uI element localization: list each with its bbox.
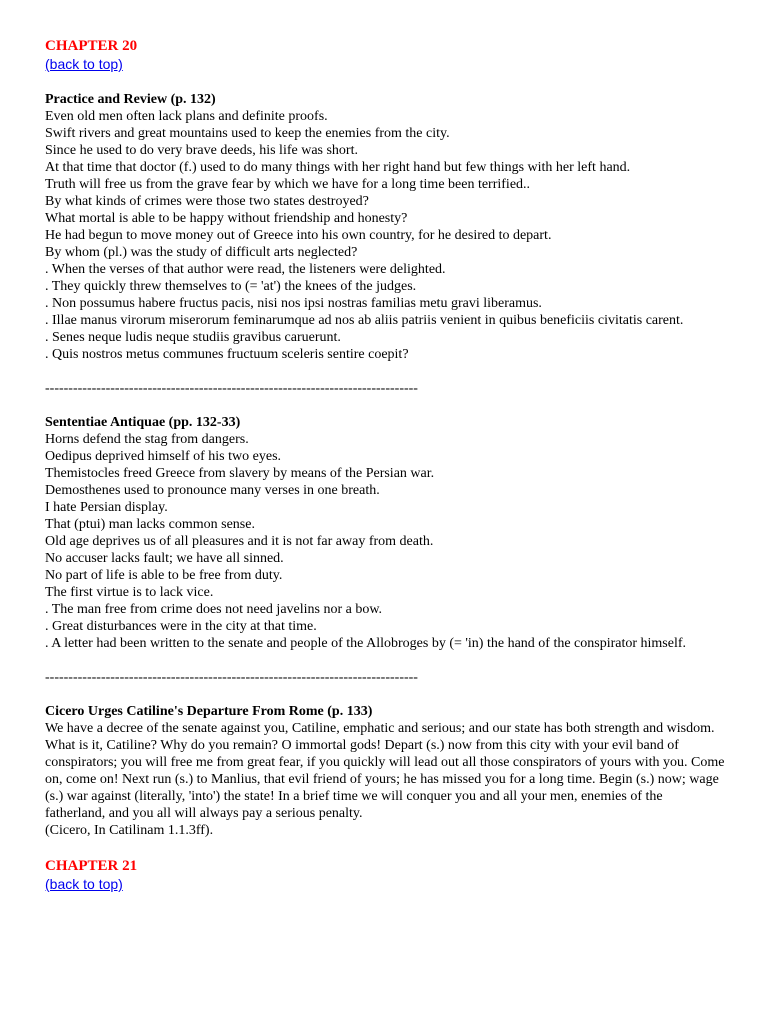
sententiae-line: No part of life is able to be free from duty. (45, 568, 283, 583)
cicero-citation: (Cicero, In Catilinam 1.1.3ff). (45, 823, 214, 838)
cicero-heading: Cicero Urges Catiline's Departure From Rome (p. 133) (45, 704, 373, 719)
sententiae-line: That (ptui) man lacks common sense. (45, 517, 255, 532)
practice-line: He had begun to move money out of Greece into his own country, for he desired to depart. (45, 228, 552, 243)
sententiae-line: The first virtue is to lack vice. (45, 585, 214, 600)
practice-line: Since he used to do very brave deeds, his life was short. (45, 143, 358, 158)
sententiae-line: Themistocles freed Greece from slavery by means of the Persian war. (45, 466, 435, 481)
sententiae-line: . A letter had been written to the senate and people of the Allobroges by (= 'in) the hand of the conspirator himself. (45, 636, 687, 651)
practice-line: At that time that doctor (f.) used to do many things with her right hand but few things with her left hand. (45, 160, 631, 175)
practice-line: . Illae manus virorum miserorum feminarumque ad nos ab aliis patriis venient in quibus beneficiis civitatis carent. (45, 313, 684, 328)
sententiae-line: Oedipus deprived himself of his two eyes. (45, 449, 282, 464)
sententiae-line: No accuser lacks fault; we have all sinned. (45, 551, 284, 566)
practice-review-list (45, 108, 725, 363)
practice-line: Truth will free us from the grave fear by which we have for a long time been terrified.. (45, 177, 531, 192)
practice-line: . Senes neque ludis neque studiis gravibus caruerunt. (45, 330, 341, 345)
sententiae-line: . Great disturbances were in the city at that time. (45, 619, 317, 634)
practice-line: Swift rivers and great mountains used to keep the enemies from the city. (45, 126, 450, 141)
section-divider: -------------------------------------------------------------------------------- (45, 670, 418, 685)
practice-line: What mortal is able to be happy without friendship and honesty? (45, 211, 408, 226)
document-page (45, 36, 725, 894)
sententiae-line: . The man free from crime does not need javelins nor a bow. (45, 602, 383, 617)
section-divider: -------------------------------------------------------------------------------- (45, 381, 418, 396)
sententiae-heading: Sententiae Antiquae (pp. 132-33) (45, 415, 241, 430)
practice-line: . Quis nostros metus communes fructuum sceleris sentire coepit? (45, 347, 409, 362)
practice-review-heading: Practice and Review (p. 132) (45, 92, 216, 107)
sententiae-list (45, 431, 725, 652)
practice-line: By whom (pl.) was the study of difficult arts neglected? (45, 245, 358, 260)
back-to-top-link[interactable]: (back to top) (45, 876, 123, 892)
practice-line: . When the verses of that author were read, the listeners were delighted. (45, 262, 446, 277)
practice-line: By what kinds of crimes were those two states destroyed? (45, 194, 369, 209)
chapter-21-heading: CHAPTER 21 (45, 858, 138, 874)
sententiae-line: Demosthenes used to pronounce many verses in one breath. (45, 483, 380, 498)
practice-line: . Non possumus habere fructus pacis, nisi nos ipsi nostras familias metu gravi liberamus. (45, 296, 542, 311)
sententiae-line: Horns defend the stag from dangers. (45, 432, 249, 447)
cicero-paragraph: We have a decree of the senate against you, Catiline, emphatic and serious; and our state has both strength and wisdom. What is it, Catiline? Why do you remain? O immortal gods! Depart (s.) now from this city with your evil band of conspirators; you will free me from great fear, if you quickly will lead out all those conspirators of yours with you. Come on, come on! Next run (s.) to Manlius, that evil friend of yours; he has missed you for a long time. Begin (s.) now; wage (s.) war against (literally, 'into') the state! In a brief time we will conquer you and all your men, enemies of the fatherland, and you all will always pay a serious penalty. (45, 721, 725, 821)
sententiae-line: I hate Persian display. (45, 500, 168, 515)
sententiae-line: Old age deprives us of all pleasures and it is not far away from death. (45, 534, 434, 549)
practice-line: Even old men often lack plans and definite proofs. (45, 109, 328, 124)
practice-line: . They quickly threw themselves to (= 'at') the knees of the judges. (45, 279, 417, 294)
chapter-20-heading: CHAPTER 20 (45, 38, 138, 54)
back-to-top-link[interactable]: (back to top) (45, 56, 123, 72)
